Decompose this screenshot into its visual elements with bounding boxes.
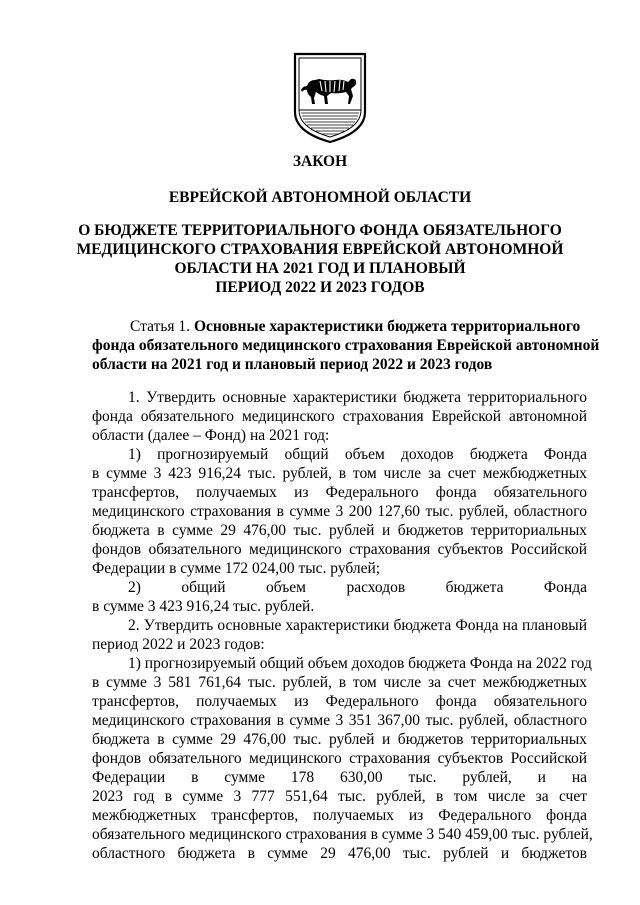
body-line: межбюджетных трансфертов, получаемых из Федерального фонда [92, 807, 587, 824]
law-heading-line: О БЮДЖЕТЕ ТЕРРИТОРИАЛЬНОГО ФОНДА ОБЯЗАТЕЛЬНОГО [78, 222, 562, 239]
body-line: Федерации в сумме 172 024,00 тыс. рублей; [92, 560, 381, 577]
body-line: бюджета в сумме 29 476,00 тыс. рублей и бюджетов территориальных [92, 731, 587, 748]
law-heading [60, 221, 580, 297]
document-type-title: ЗАКОН [292, 153, 348, 170]
body-line: в сумме 3 581 761,64 тыс. рублей, в том числе за счет межбюджетных [92, 674, 587, 691]
law-heading-line: ОБЛАСТИ НА 2021 ГОД И ПЛАНОВЫЙ [174, 260, 466, 277]
body-line: обязательного медицинского страхования в сумме 3 540 459,00 тыс. рублей, [92, 826, 593, 843]
body-line: фонда обязательного медицинского страхования Еврейской автономной [92, 408, 587, 425]
body-line: в сумме 3 423 916,24 тыс. рублей, в том числе за счет межбюджетных [92, 465, 587, 482]
article-heading [92, 317, 600, 374]
article-heading-line: фонда обязательного медицинского страхования Еврейской автономной [92, 337, 600, 354]
body-line: бюджета в сумме 29 476,00 тыс. рублей и бюджетов территориальных [92, 522, 587, 539]
coat-of-arms-emblem [293, 52, 367, 144]
body-line: трансфертов, получаемых из Федерального фонда обязательного [92, 693, 587, 710]
body-line: медицинского страхования в сумме 3 200 127,60 тыс. рублей, областного [92, 503, 587, 520]
body-line: трансфертов, получаемых из Федерального фонда обязательного [92, 484, 587, 501]
body-line: 1. Утвердить основные характеристики бюджета территориального [128, 389, 587, 406]
body-line: 1) прогнозируемый общий объем доходов бюджета Фонда на 2022 год [128, 655, 592, 672]
article-heading-line [92, 317, 592, 336]
law-heading-line: МЕДИЦИНСКОГО СТРАХОВАНИЯ ЕВРЕЙСКОЙ АВТОНОМНОЙ [76, 241, 564, 258]
article-heading-line: области на 2021 год и плановый период 2022 и 2023 годов [92, 356, 493, 373]
article-label: Статья 1. [130, 318, 194, 335]
body-line: 2023 год в сумме 3 777 551,64 тыс. рублей, в том числе за счет [92, 788, 587, 805]
body-line: в сумме 3 423 916,24 тыс. рублей. [92, 598, 315, 615]
article-title-text: Основные характеристики бюджета территориального [193, 318, 581, 335]
body-line: Федерации в сумме 178 630,00 тыс. рублей, и на [92, 769, 587, 786]
body-line: областного бюджета в сумме 29 476,00 тыс. рублей и бюджетов [92, 845, 587, 862]
body-line: фондов обязательного медицинского страхования субъектов Российской [92, 750, 587, 767]
body-line: 2. Утвердить основные характеристики бюджета Фонда на плановый [128, 617, 587, 634]
region-title: ЕВРЕЙСКОЙ АВТОНОМНОЙ ОБЛАСТИ [168, 189, 472, 206]
body-line: фондов обязательного медицинского страхования субъектов Российской [92, 541, 587, 558]
body-line: области (далее – Фонд) на 2021 год: [92, 427, 330, 444]
law-heading-line: ПЕРИОД 2022 И 2023 ГОДОВ [215, 279, 425, 296]
body-line: медицинского страхования в сумме 3 351 367,00 тыс. рублей, областного [92, 712, 587, 729]
body-line: 2) общий объем расходов бюджета Фонда [128, 579, 587, 596]
body-line: период 2022 и 2023 годов: [92, 636, 265, 653]
body-line: 1) прогнозируемый общий объем доходов бюджета Фонда [128, 446, 587, 463]
